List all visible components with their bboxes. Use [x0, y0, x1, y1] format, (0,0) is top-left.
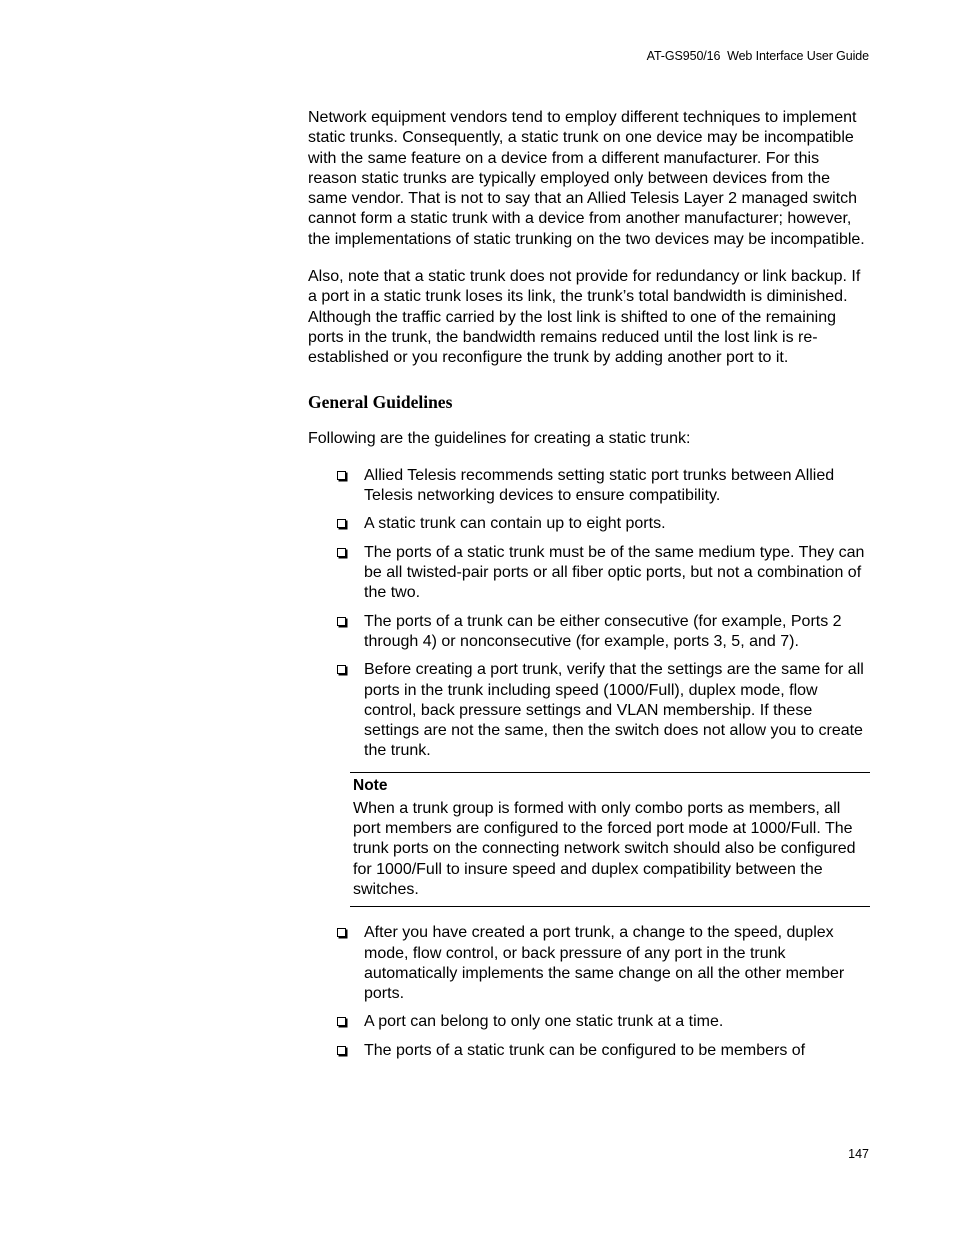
list-item-text: The ports of a static trunk must be of the same medium type. They can be all twisted-pair ports or all fiber optic ports, but not a combination of the two. — [364, 543, 865, 602]
list-item — [308, 612, 870, 653]
note-title: Note — [353, 776, 388, 794]
checkbox-square-icon — [337, 471, 346, 480]
list-item-text: Allied Telesis recommends setting static port trunks between Allied Telesis networking devices to ensure compatibility. — [364, 466, 835, 505]
paragraph-vendor-compatibility: Network equipment vendors tend to employ different techniques to implement static trunks. Consequently, a static trunk on one device may be incompatible with the same feature on a device from a different manufacturer. For this reason static trunks are typically employed only between devices from the same vendor. That is not to say that an Allied Telesis Layer 2 managed switch cannot form a static trunk with a device from another manufacturer; however, the implementations of static trunking on the two devices may be incompatible. — [308, 109, 865, 248]
page-content — [308, 108, 870, 1069]
checkbox-square-icon — [337, 665, 346, 674]
page-number: 147 — [848, 1147, 869, 1161]
guidelines-list-first — [308, 466, 870, 762]
checkbox-square-icon — [337, 519, 346, 528]
list-item — [308, 1012, 870, 1032]
list-item — [308, 1041, 870, 1061]
list-item — [308, 660, 870, 761]
list-item — [308, 514, 870, 534]
note-box — [350, 772, 870, 907]
guidelines-list-second — [308, 923, 870, 1061]
section-intro: Following are the guidelines for creating a static trunk: — [308, 429, 691, 447]
list-item-text: Before creating a port trunk, verify that the settings are the same for all ports in the trunk including speed (1000/Full), duplex mode, flow control, back pressure settings and VLAN membership. If these settings are not the same, then the switch does not allow you to create the trunk. — [364, 661, 864, 760]
list-item-text: After you have created a port trunk, a change to the speed, duplex mode, flow control, or back pressure of any port in the trunk automatically implements the same change on all the other member ports. — [364, 924, 845, 1003]
running-header: AT-GS950/16 Web Interface User Guide — [646, 49, 869, 63]
checkbox-square-icon — [337, 1017, 346, 1026]
checkbox-square-icon — [337, 548, 346, 557]
list-item-text: The ports of a trunk can be either consecutive (for example, Ports 2 through 4) or nonconsecutive (for example, ports 3, 5, and 7). — [364, 612, 842, 650]
checkbox-square-icon — [337, 1046, 346, 1055]
section-heading: General Guidelines — [308, 391, 453, 412]
note-body: When a trunk group is formed with only combo ports as members, all port members are configured to the forced port mode at 1000/Full. The trunk ports on the connecting network switch should also be configured for 1000/Full to insure speed and duplex compatibility between the switches. — [353, 799, 856, 898]
list-item — [308, 543, 870, 604]
list-item-text: A static trunk can contain up to eight ports. — [364, 515, 666, 533]
paragraph-redundancy: Also, note that a static trunk does not provide for redundancy or link backup. If a port in a static trunk loses its link, the trunk’s total bandwidth is diminished. Although the traffic carried by the lost link is shifted to one of the remaining ports in the trunk, the bandwidth remains reduced until the lost link is re-established or you reconfigure the trunk by adding another port to it. — [308, 268, 861, 367]
list-item-text: A port can belong to only one static trunk at a time. — [364, 1013, 724, 1031]
checkbox-square-icon — [337, 928, 346, 937]
list-item — [308, 466, 870, 507]
checkbox-square-icon — [337, 617, 346, 626]
list-item — [308, 923, 870, 1004]
list-item-text: The ports of a static trunk can be configured to be members of — [364, 1041, 806, 1059]
